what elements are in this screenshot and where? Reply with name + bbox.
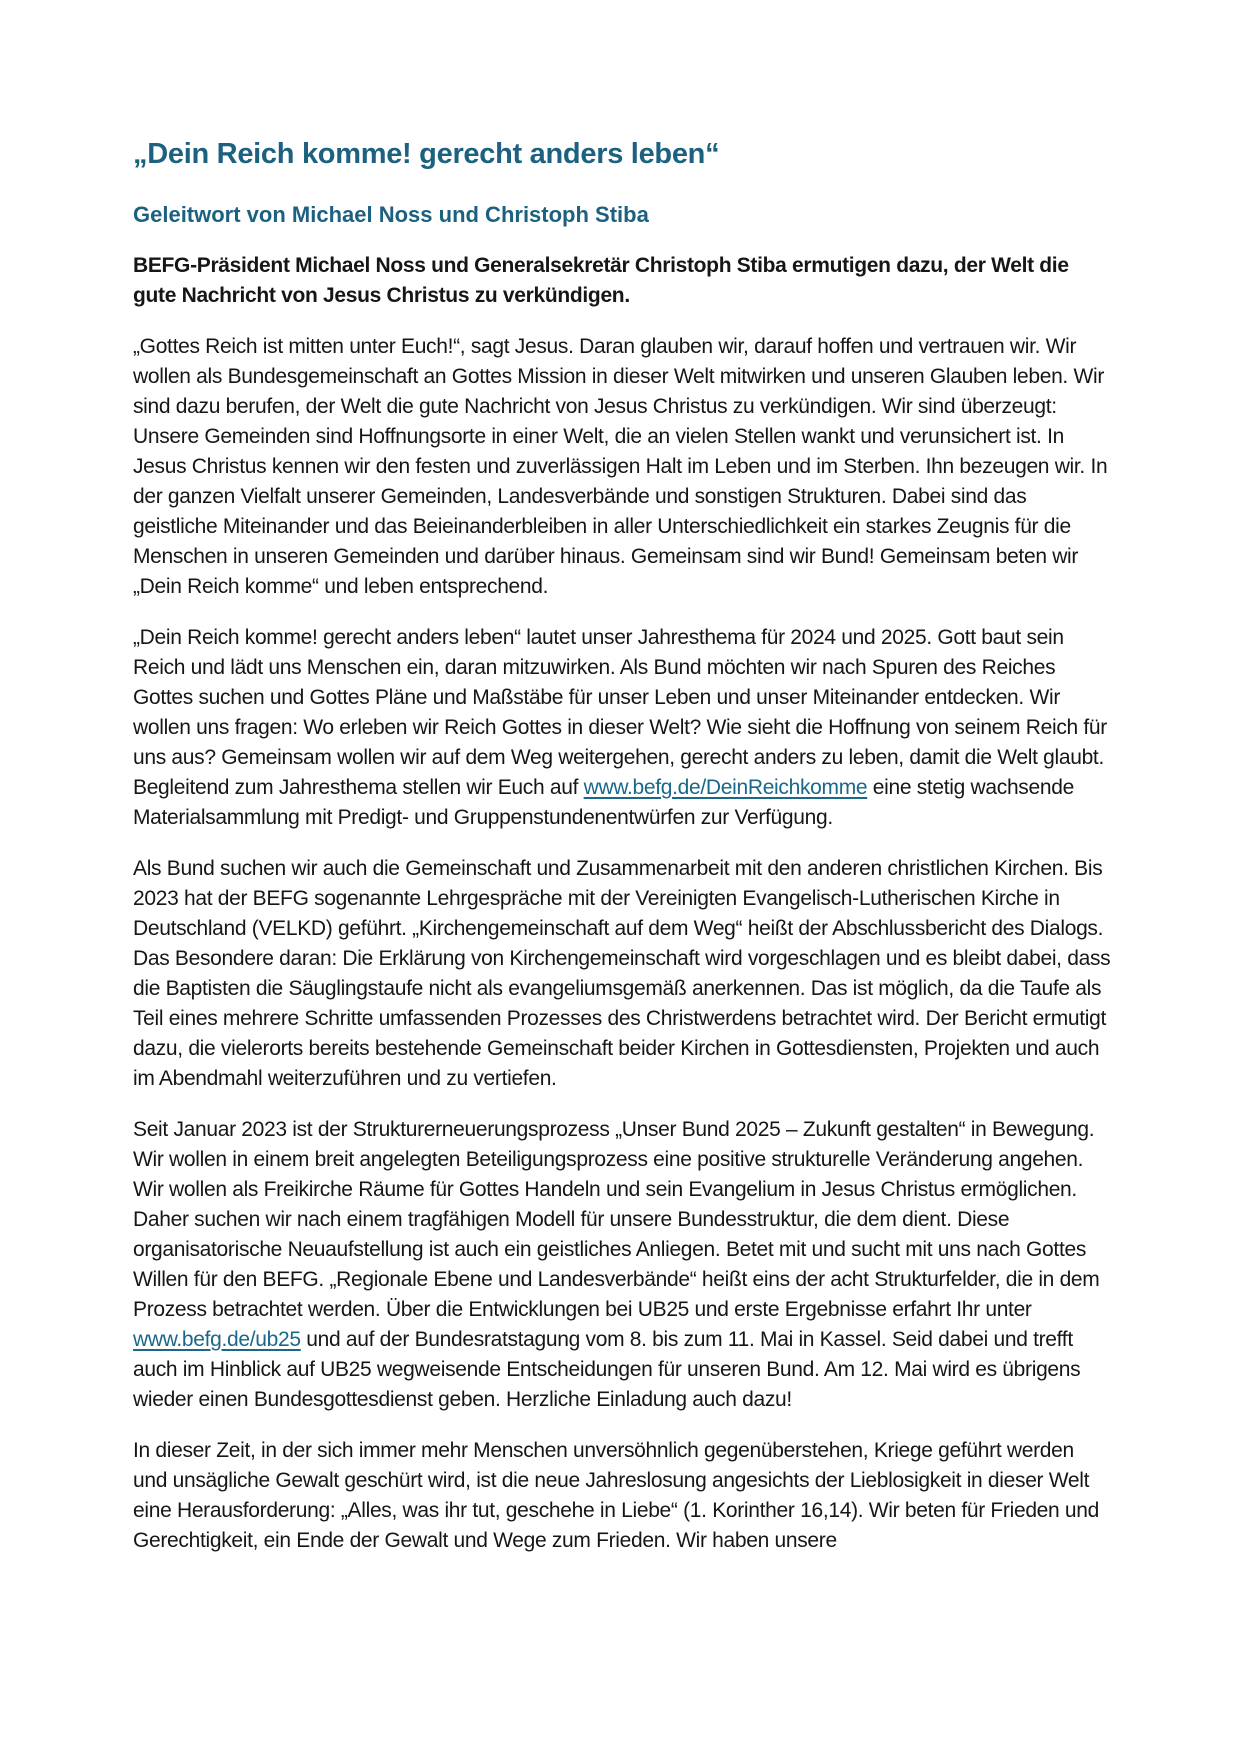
paragraph-text: Als Bund suchen wir auch die Gemeinschaft und Zusammenarbeit mit den anderen christlichen Kirchen. Bis 2023 hat der BEFG sogenannte Lehrgespräche mit der Vereinigten Evangelisch-Lutherischen Kirche in Deutschland (VELKD) geführt. „Kirchengemeinschaft auf dem Weg“ heißt der Abschlussbericht des Dialogs. Das Besondere daran: Die Erklärung von Kirchengemeinschaft wird vorgeschlagen und es bleibt dabei, dass die Baptisten die Säuglingstaufe nicht als evangeliumsgemäß anerkennen. Das ist möglich, da die Taufe als Teil eines mehrere Schritte umfassenden Prozesses des Christwerdens betrachtet wird. Der Bericht ermutigt dazu, die vielerorts bereits bestehende Gemeinschaft beider Kirchen in Gottesdiensten, Projekten und auch im Abendmahl weiterzuführen und zu vertiefen. (133, 856, 1111, 1090)
paragraph-kirchengemeinschaft (133, 854, 1111, 1094)
paragraph-jahresthema (133, 623, 1111, 833)
paragraph-jahreslosung (133, 1436, 1111, 1556)
paragraph-text: eine stetig wachsende Materialsammlung mit Predigt- und Gruppenstundenentwürfen zur Verfügung. (133, 775, 1074, 829)
document-title: „Dein Reich komme! gerecht anders leben“ (133, 138, 720, 170)
paragraph-text: „Dein Reich komme! gerecht anders leben“ lautet unser Jahresthema für 2024 und 2025. Gott baut sein Reich und lädt uns Menschen ein, daran mitzuwirken. Als Bund möchten wir nach Spuren des Reiches Gottes suchen und Gottes Pläne und Maßstäbe für unser Leben und unser Miteinander entdecken. Wir wollen uns fragen: Wo erleben wir Reich Gottes in dieser Welt? Wie sieht die Hoffnung von seinem Reich für uns aus? Gemeinsam wollen wir auf dem Weg weitergehen, gerecht anders zu leben, damit die Welt glaubt. Begleitend zum Jahresthema stellen wir Euch auf (133, 625, 1107, 799)
document-subtitle: Geleitwort von Michael Noss und Christoph Stiba (133, 202, 649, 228)
paragraph-text: und auf der Bundesratstagung vom 8. bis zum 11. Mai in Kassel. Seid dabei und trefft auch im Hinblick auf UB25 wegweisende Entscheidungen für unseren Bund. Am 12. Mai wird es übrigens wieder einen Bundesgottesdienst geben. Herzliche Einladung auch dazu! (133, 1327, 1081, 1411)
paragraph-text: In dieser Zeit, in der sich immer mehr Menschen unversöhnlich gegenüberstehen, Kriege geführt werden und unsägliche Gewalt geschürt wird, ist die neue Jahreslosung angesichts der Lieblosigkeit in dieser Welt eine Herausforderung: „Alles, was ihr tut, geschehe in Liebe“ (1. Korinther 16,14). Wir beten für Frieden und Gerechtigkeit, ein Ende der Gewalt und Wege zum Frieden. Wir haben unsere (133, 1438, 1100, 1552)
paragraph-text: „Gottes Reich ist mitten unter Euch!“, sagt Jesus. Daran glauben wir, darauf hoffen und vertrauen wir. Wir wollen als Bundesgemeinschaft an Gottes Mission in dieser Welt mitwirken und unseren Glauben leben. Wir sind dazu berufen, der Welt die gute Nachricht von Jesus Christus zu verkündigen. Wir sind überzeugt: Unsere Gemeinden sind Hoffnungsorte in einer Welt, die an vielen Stellen wankt und verunsichert ist. In Jesus Christus kennen wir den festen und zuverlässigen Halt im Leben und im Sterben. Ihn bezeugen wir. In der ganzen Vielfalt unserer Gemeinden, Landesverbände und sonstigen Strukturen. Dabei sind das geistliche Miteinander und das Beieinanderbleiben in aller Unterschiedlichkeit ein starkes Zeugnis für die Menschen in unseren Gemeinden und darüber hinaus. Gemeinsam sind wir Bund! Gemeinsam beten wir „Dein Reich komme“ und leben entsprechend. (133, 334, 1108, 598)
paragraph-strukturprozess (133, 1115, 1111, 1415)
paragraph-gottes-reich (133, 332, 1111, 602)
paragraph-text: Seit Januar 2023 ist der Strukturerneuerungsprozess „Unser Bund 2025 – Zukunft gestalten“ in Bewegung. Wir wollen in einem breit angelegten Beteiligungsprozess eine positive strukturelle Veränderung angehen. Wir wollen als Freikirche Räume für Gottes Handeln und sein Evangelium in Jesus Christus ermöglichen. Daher suchen wir nach einem tragfähigen Modell für unsere Bundesstruktur, die dem dient. Diese organisatorische Neuaufstellung ist auch ein geistliches Anliegen. Betet mit und sucht mit uns nach Gottes Willen für den BEFG. „Regionale Ebene und Landesverbände“ heißt eins der acht Strukturfelder, die in dem Prozess betrachtet werden. Über die Entwicklungen bei UB25 und erste Ergebnisse erfahrt Ihr unter (133, 1117, 1100, 1321)
link-befg-deinreichkomme[interactable]: www.befg.de/DeinReichkomme (583, 775, 868, 799)
lead-paragraph: BEFG-Präsident Michael Noss und Generalsekretär Christoph Stiba ermutigen dazu, der Welt die gute Nachricht von Jesus Christus zu verkündigen. (133, 253, 1069, 307)
link-befg-ub25[interactable]: www.befg.de/ub25 (133, 1327, 301, 1351)
